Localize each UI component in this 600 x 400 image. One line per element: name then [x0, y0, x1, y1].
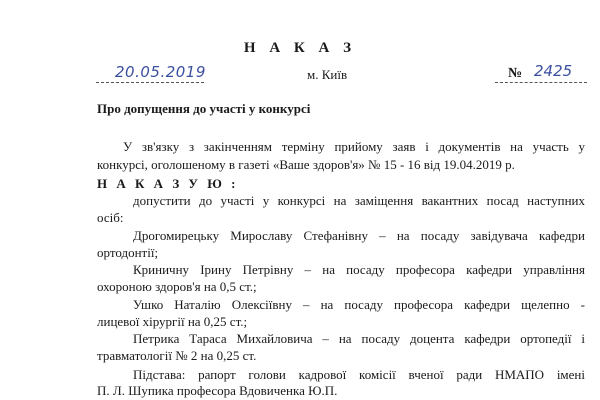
person-1-line-1: Дрогомирецьку Мирославу Стефанівну – на посаду завідувача кафедри [133, 228, 585, 243]
basis-line-2: П. Л. Шупика професора Вдовиченка Ю.П. [97, 383, 338, 398]
person-4-line-2: травматології № 2 на 0,25 ст. [97, 348, 257, 363]
person-4-line-1: Петрика Тараса Михайловича – на посаду доцента кафедри ортопедії і [133, 331, 585, 346]
city-label: м. Київ [307, 67, 348, 82]
order-subject: Про допущення до участі у конкурсі [97, 101, 311, 116]
number-label: № [508, 66, 523, 81]
handwritten-order-number: 2425 [534, 62, 573, 80]
number-underline [495, 82, 587, 83]
document-title: Н А К А З [243, 40, 357, 56]
order-word: Н А К А З У Ю : [97, 176, 239, 191]
date-underline [96, 82, 204, 83]
handwritten-date: 20.05.2019 [115, 63, 206, 81]
person-3-line-1: Ушко Наталію Олексіївну – на посаду професора кафедри щелепно - [133, 297, 585, 312]
person-2-line-2: охороною здоров'я на 0,5 ст.; [97, 279, 257, 294]
intro-line-2: конкурсі, оголошеному в газеті «Ваше здоров'я» № 15 - 16 від 19.04.2019 р. [97, 157, 515, 172]
person-1-line-2: ортодонтії; [97, 245, 159, 260]
item-line-1: допустити до участі у конкурсі на заміщення вакантних посад наступних [133, 193, 585, 208]
basis-line-1: Підстава: рапорт голови кадрової комісії вченої ради НМАПО імені [133, 367, 585, 382]
person-3-line-2: лицевої хірургії на 0,25 ст.; [97, 314, 248, 329]
person-2-line-1: Криничну Ірину Петрівну – на посаду професора кафедри управління [133, 262, 585, 277]
intro-line-1: У зв'язку з закінченням терміну прийому заяв і документів на участь у [123, 139, 585, 154]
item-line-2: осіб: [97, 210, 124, 225]
